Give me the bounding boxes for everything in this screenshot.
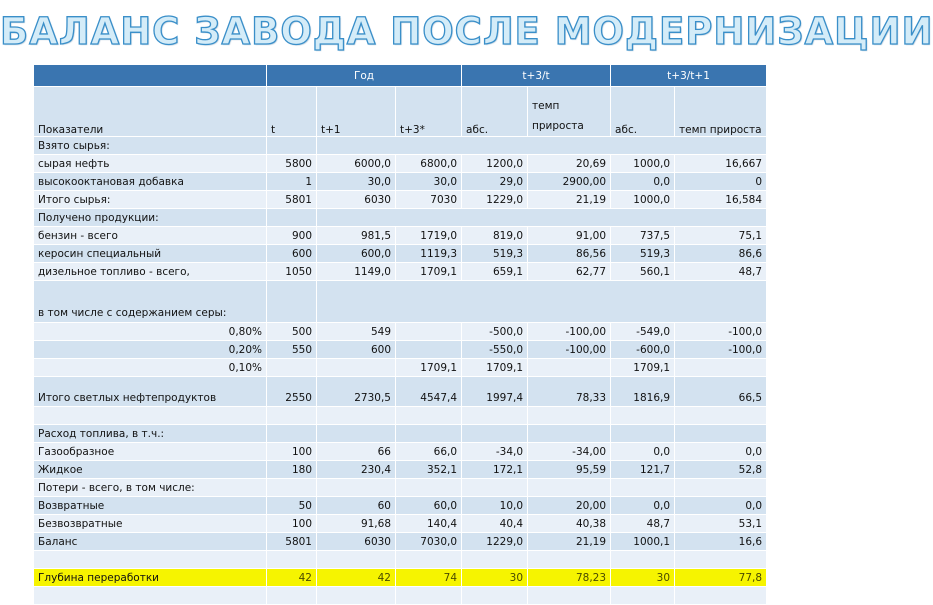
- row-value: -100,0: [675, 341, 767, 359]
- row-value: 1709,1: [396, 263, 462, 281]
- row-value: [396, 323, 462, 341]
- row-value: 519,3: [462, 245, 528, 263]
- row-value: 74: [396, 569, 462, 587]
- row-value: [396, 479, 462, 497]
- row-value: 819,0: [462, 227, 528, 245]
- row-value: 7030,0: [396, 533, 462, 551]
- row-value: 2550: [267, 377, 317, 407]
- row-value: 1997,4: [462, 377, 528, 407]
- row-value: 30: [462, 569, 528, 587]
- row-value: 1200,0: [462, 155, 528, 173]
- row-value: 6000,0: [317, 155, 396, 173]
- row-value-span: [317, 209, 767, 227]
- row-label: Баланс: [34, 533, 267, 551]
- row-value: 172,1: [462, 461, 528, 479]
- table-row: [34, 479, 767, 497]
- row-value: 16,584: [675, 191, 767, 209]
- row-value: 29,0: [462, 173, 528, 191]
- row-value: 4547,4: [396, 377, 462, 407]
- table-row: [34, 137, 767, 155]
- row-label: сырая нефть: [34, 155, 267, 173]
- column-header: Показатели: [34, 87, 267, 137]
- row-value: 78,23: [528, 569, 611, 587]
- row-value: -34,00: [528, 443, 611, 461]
- row-value: 86,6: [675, 245, 767, 263]
- row-value: [675, 551, 767, 569]
- column-header-line: прироста: [532, 120, 584, 132]
- table-row: [34, 443, 767, 461]
- row-value: [396, 425, 462, 443]
- row-value: 48,7: [611, 515, 675, 533]
- row-label: дизельное топливо - всего,: [34, 263, 267, 281]
- column-header: темп прироста: [675, 87, 767, 137]
- row-value: [317, 587, 396, 605]
- row-value: 1816,9: [611, 377, 675, 407]
- row-value: 1119,3: [396, 245, 462, 263]
- header-column-row: [34, 87, 767, 137]
- table-row: [34, 533, 767, 551]
- row-label: [34, 551, 267, 569]
- row-value: 600: [317, 341, 396, 359]
- row-label: [34, 587, 267, 605]
- column-header: абс.: [462, 87, 528, 137]
- row-value: [396, 551, 462, 569]
- row-value: [267, 359, 317, 377]
- row-value: [675, 587, 767, 605]
- row-value: 48,7: [675, 263, 767, 281]
- row-value: 1050: [267, 263, 317, 281]
- row-label: [34, 407, 267, 425]
- row-value: 30: [611, 569, 675, 587]
- column-header: t+3*: [396, 87, 462, 137]
- table-row: [34, 407, 767, 425]
- row-value: 1229,0: [462, 533, 528, 551]
- row-value: 30,0: [317, 173, 396, 191]
- slide-title: БАЛАНС ЗАВОДА ПОСЛЕ МОДЕРНИЗАЦИИ: [0, 10, 933, 53]
- row-value: [396, 341, 462, 359]
- header-group-empty: [34, 65, 267, 87]
- row-label: 0,20%: [34, 341, 267, 359]
- table-row: [34, 377, 767, 407]
- row-value-span: [317, 137, 767, 155]
- row-value: 100: [267, 515, 317, 533]
- row-value: 77,8: [675, 569, 767, 587]
- column-header: абс.: [611, 87, 675, 137]
- row-value: [267, 407, 317, 425]
- row-label: высокооктановая добавка: [34, 173, 267, 191]
- row-value: [267, 587, 317, 605]
- row-value: 230,4: [317, 461, 396, 479]
- row-value: 16,6: [675, 533, 767, 551]
- row-label: керосин специальный: [34, 245, 267, 263]
- row-value: 0,0: [611, 443, 675, 461]
- row-value: 2900,00: [528, 173, 611, 191]
- row-label: в том числе с содержанием серы:: [34, 281, 267, 323]
- row-label: Итого сырья:: [34, 191, 267, 209]
- row-value: [675, 407, 767, 425]
- row-value: 62,77: [528, 263, 611, 281]
- row-value: [462, 407, 528, 425]
- row-label: Газообразное: [34, 443, 267, 461]
- row-value: 1: [267, 173, 317, 191]
- row-value: 66,5: [675, 377, 767, 407]
- row-value: [317, 407, 396, 425]
- row-value: 140,4: [396, 515, 462, 533]
- table-row: [34, 245, 767, 263]
- row-value: 0,0: [611, 497, 675, 515]
- row-value: 1719,0: [396, 227, 462, 245]
- row-value: [528, 425, 611, 443]
- row-value: 21,19: [528, 533, 611, 551]
- row-label: Итого светлых нефтепродуктов: [34, 377, 267, 407]
- row-value: [267, 209, 317, 227]
- table-row: [34, 551, 767, 569]
- table-row: [34, 173, 767, 191]
- row-value: 40,4: [462, 515, 528, 533]
- table-row: [34, 569, 767, 587]
- table-row: [34, 155, 767, 173]
- row-value: 6800,0: [396, 155, 462, 173]
- header-group-t3-t: t+3/t: [462, 65, 611, 87]
- row-value: -100,00: [528, 341, 611, 359]
- row-value: [267, 425, 317, 443]
- row-value: [396, 587, 462, 605]
- header-group-year: Год: [267, 65, 462, 87]
- row-value: 75,1: [675, 227, 767, 245]
- table-row: [34, 461, 767, 479]
- row-value: 86,56: [528, 245, 611, 263]
- row-value: [462, 587, 528, 605]
- row-value: 40,38: [528, 515, 611, 533]
- row-value: [675, 479, 767, 497]
- row-value: [611, 551, 675, 569]
- row-label: Глубина переработки: [34, 569, 267, 587]
- row-value: [267, 551, 317, 569]
- row-value: -34,0: [462, 443, 528, 461]
- row-value: 180: [267, 461, 317, 479]
- row-value: 50: [267, 497, 317, 515]
- row-value: 66,0: [396, 443, 462, 461]
- row-value: 600: [267, 245, 317, 263]
- row-value: [462, 551, 528, 569]
- row-value: 737,5: [611, 227, 675, 245]
- column-header: t+1: [317, 87, 396, 137]
- balance-table: [33, 64, 767, 605]
- row-value: 100: [267, 443, 317, 461]
- row-value: [675, 359, 767, 377]
- row-value: 900: [267, 227, 317, 245]
- row-label: Потери - всего, в том числе:: [34, 479, 267, 497]
- row-label: Жидкое: [34, 461, 267, 479]
- row-value: 500: [267, 323, 317, 341]
- header-group-row: [34, 65, 767, 87]
- row-value: 560,1: [611, 263, 675, 281]
- row-value: -600,0: [611, 341, 675, 359]
- row-value: 5801: [267, 191, 317, 209]
- row-value: -100,0: [675, 323, 767, 341]
- row-value: 52,8: [675, 461, 767, 479]
- table-row: [34, 323, 767, 341]
- row-label: Возвратные: [34, 497, 267, 515]
- table-row: [34, 515, 767, 533]
- table-row: [34, 587, 767, 605]
- table-row: [34, 263, 767, 281]
- row-value: [675, 425, 767, 443]
- row-value: 5801: [267, 533, 317, 551]
- row-value: [317, 479, 396, 497]
- row-value: 42: [317, 569, 396, 587]
- column-header: t: [267, 87, 317, 137]
- row-value: -500,0: [462, 323, 528, 341]
- row-value: 0,0: [675, 497, 767, 515]
- table-row: [34, 425, 767, 443]
- row-value: 0,0: [675, 443, 767, 461]
- row-value: [317, 425, 396, 443]
- row-value: 66: [317, 443, 396, 461]
- row-value: 6030: [317, 191, 396, 209]
- column-header: [528, 87, 611, 137]
- row-value: [528, 359, 611, 377]
- row-value: 16,667: [675, 155, 767, 173]
- row-value: 6030: [317, 533, 396, 551]
- row-value: -550,0: [462, 341, 528, 359]
- row-value: 91,68: [317, 515, 396, 533]
- row-value: [267, 137, 317, 155]
- row-value: 550: [267, 341, 317, 359]
- row-value: [611, 587, 675, 605]
- row-value: 1000,1: [611, 533, 675, 551]
- row-value: 121,7: [611, 461, 675, 479]
- row-label: Получено продукции:: [34, 209, 267, 227]
- row-value: 30,0: [396, 173, 462, 191]
- row-value: 1229,0: [462, 191, 528, 209]
- table-row: [34, 191, 767, 209]
- row-value: 0,0: [611, 173, 675, 191]
- row-value: 352,1: [396, 461, 462, 479]
- row-value: [528, 551, 611, 569]
- row-value: 20,00: [528, 497, 611, 515]
- column-header-line: темп: [532, 100, 560, 112]
- table-row: [34, 281, 767, 323]
- row-value: 60: [317, 497, 396, 515]
- row-value: [267, 281, 317, 323]
- row-label: бензин - всего: [34, 227, 267, 245]
- row-value: [528, 587, 611, 605]
- row-value: 519,3: [611, 245, 675, 263]
- table-row: [34, 227, 767, 245]
- row-value: [611, 425, 675, 443]
- row-value: 0: [675, 173, 767, 191]
- table-row: [34, 497, 767, 515]
- row-value: 20,69: [528, 155, 611, 173]
- row-value: [462, 425, 528, 443]
- row-value: [462, 479, 528, 497]
- row-value: 5800: [267, 155, 317, 173]
- row-value: 95,59: [528, 461, 611, 479]
- row-value: 1000,0: [611, 191, 675, 209]
- row-value: [611, 407, 675, 425]
- row-value: 10,0: [462, 497, 528, 515]
- row-value: 1709,1: [611, 359, 675, 377]
- row-value: 78,33: [528, 377, 611, 407]
- row-value: [317, 359, 396, 377]
- row-value: [267, 479, 317, 497]
- row-value: 91,00: [528, 227, 611, 245]
- row-value: 549: [317, 323, 396, 341]
- row-value-span: [317, 281, 767, 323]
- row-label: Расход топлива, в т.ч.:: [34, 425, 267, 443]
- row-label: 0,80%: [34, 323, 267, 341]
- row-value: 600,0: [317, 245, 396, 263]
- row-value: 981,5: [317, 227, 396, 245]
- header-group-t3-t1: t+3/t+1: [611, 65, 767, 87]
- row-value: 1000,0: [611, 155, 675, 173]
- table-row: [34, 209, 767, 227]
- row-value: [317, 551, 396, 569]
- row-label: Взято сырья:: [34, 137, 267, 155]
- row-value: 1709,1: [462, 359, 528, 377]
- row-value: 1709,1: [396, 359, 462, 377]
- row-value: 21,19: [528, 191, 611, 209]
- row-value: [528, 407, 611, 425]
- table-row: [34, 359, 767, 377]
- row-value: 1149,0: [317, 263, 396, 281]
- row-label: Безвозвратные: [34, 515, 267, 533]
- row-value: [611, 479, 675, 497]
- row-value: 7030: [396, 191, 462, 209]
- row-value: 659,1: [462, 263, 528, 281]
- row-value: [396, 407, 462, 425]
- row-value: -549,0: [611, 323, 675, 341]
- row-value: 60,0: [396, 497, 462, 515]
- row-label: 0,10%: [34, 359, 267, 377]
- row-value: -100,00: [528, 323, 611, 341]
- row-value: 53,1: [675, 515, 767, 533]
- row-value: [528, 479, 611, 497]
- row-value: 2730,5: [317, 377, 396, 407]
- row-value: 42: [267, 569, 317, 587]
- table-row: [34, 341, 767, 359]
